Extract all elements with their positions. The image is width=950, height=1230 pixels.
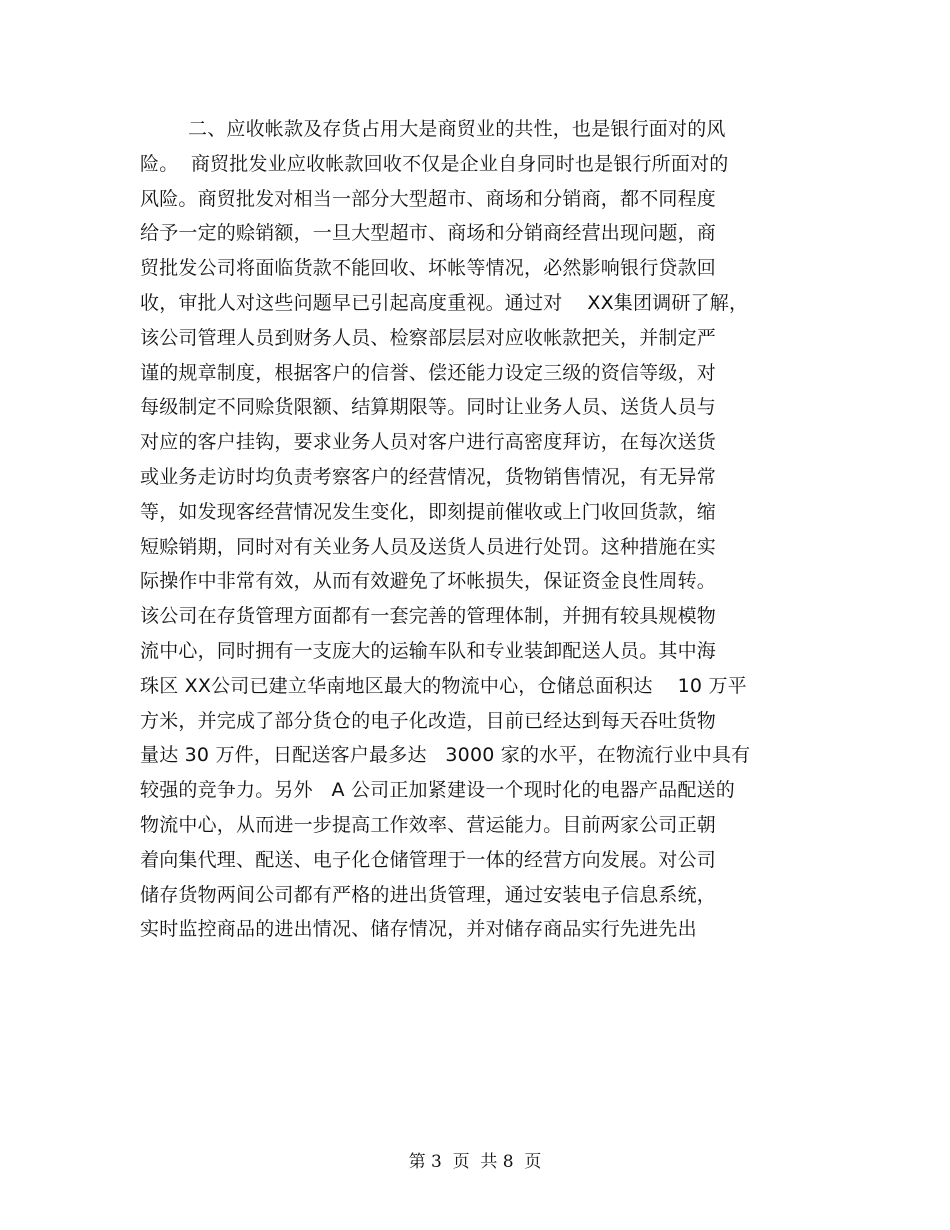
text-line: 着向集代理、配送、电子化仓储管理于一体的经营方向发展。对公司 [140, 848, 717, 871]
page-number-footer: 第 3 页 共 8 页 [408, 1152, 542, 1172]
text-line: 际操作中非常有效，从而有效避免了坏帐损失，保证资金良性周转。 [140, 570, 717, 593]
text-line: 或业务走访时均负责考察客户的经营情况，货物销售情况，有无异常 [140, 465, 717, 488]
text-line: 每级制定不同赊货限额、结算期限等。同时让业务人员、送货人员与 [140, 396, 717, 419]
text-line: 量达 30 万件，日配送客户最多达 3000 家的水平，在物流行业中具有 [140, 744, 751, 767]
text-line: 风险。商贸批发对相当一部分大型超市、商场和分销商，都不同程度 [140, 187, 717, 210]
text-line: 贸批发公司将面临货款不能回收、坏帐等情况，必然影响银行贷款回 [140, 257, 717, 280]
text-line: 实时监控商品的进出情况、储存情况，并对储存商品实行先进先出 [140, 918, 697, 941]
text-line: 等，如发现客经营情况发生变化，即刻提前催收或上门收回货款，缩 [140, 500, 717, 523]
text-line: 较强的竞争力。另外 A 公司正加紧建设一个现时化的电器产品配送的 [140, 779, 735, 802]
text-line: 险。 商贸批发业应收帐款回收不仅是企业自身同时也是银行所面对的 [140, 152, 729, 175]
text-line: 物流中心，从而进一步提高工作效率、营运能力。目前两家公司正朝 [140, 813, 717, 836]
text-line: 收，审批人对这些问题早已引起高度重视。通过对 XX集团调研了解， [140, 291, 749, 314]
text-line: 该公司管理人员到财务人员、检察部层层对应收帐款把关，并制定严 [140, 326, 717, 349]
text-line: 储存货物两间公司都有严格的进出货管理，通过安装电子信息系统， [140, 883, 717, 906]
text-line: 给予一定的赊销额，一旦大型超市、商场和分销商经营出现问题，商 [140, 222, 717, 245]
text-line: 方米，并完成了部分货仓的电子化改造，目前已经达到每天吞吐货物 [140, 709, 717, 732]
text-line: 流中心，同时拥有一支庞大的运输车队和专业装卸配送人员。其中海 [140, 639, 717, 662]
text-line: 短赊销期，同时对有关业务人员及送货人员进行处罚。这种措施在实 [140, 535, 717, 558]
text-line: 二、应收帐款及存货占用大是商贸业的共性，也是银行面对的风 [188, 118, 726, 140]
body-text [140, 112, 820, 947]
text-line: 珠区 XX公司已建立华南地区最大的物流中心，仓储总面积达 10 万平 [140, 674, 747, 697]
text-line: 该公司在存货管理方面都有一套完善的管理体制，并拥有较具规模物 [140, 605, 717, 628]
text-line: 对应的客户挂钩，要求业务人员对客户进行高密度拜访，在每次送货 [140, 431, 717, 454]
text-line: 谨的规章制度，根据客户的信誉、偿还能力设定三级的资信等级，对 [140, 361, 717, 384]
